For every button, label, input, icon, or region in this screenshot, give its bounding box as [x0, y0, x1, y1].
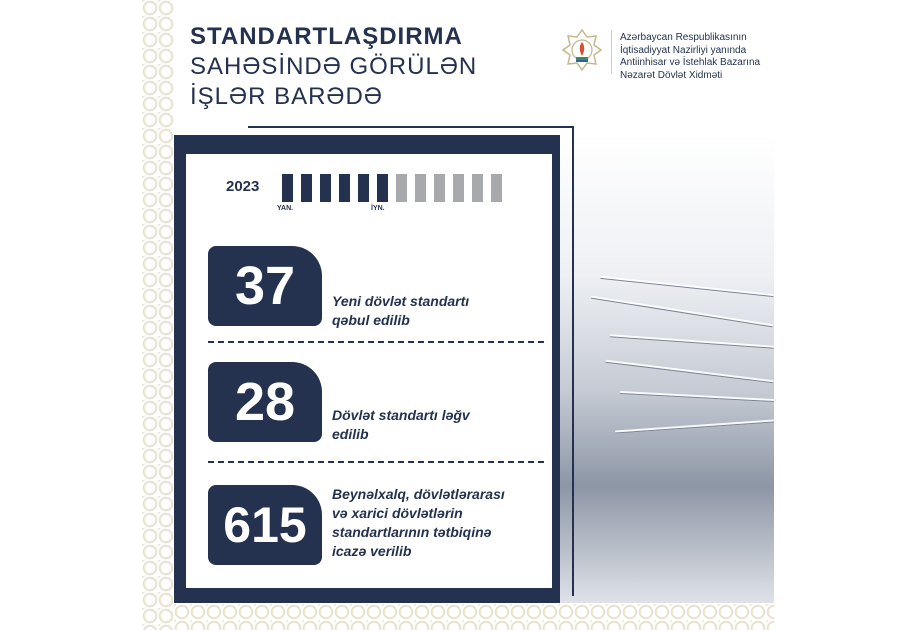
emblem-separator: [611, 30, 612, 74]
stat-value-box: [208, 362, 322, 442]
month-bar: [491, 174, 502, 202]
month-bar: [339, 174, 350, 202]
month-bar: [358, 174, 369, 202]
top-frame-line: [248, 126, 574, 128]
ornament-border-left: [142, 0, 174, 630]
organization-line-2: İqtisadiyyat Nazirliyi yanında: [620, 44, 747, 56]
stat-value: 37: [234, 256, 296, 316]
organization-name: [620, 32, 760, 82]
month-bar: [453, 174, 464, 202]
stat-divider: [208, 461, 544, 463]
month-bar: [301, 174, 312, 202]
title-line-1: STANDARTLAŞDIRMA: [190, 23, 463, 50]
stat-description-line: icazə verilib: [332, 543, 412, 559]
stat-description: [332, 292, 469, 330]
month-bar: [396, 174, 407, 202]
month-bar: [377, 174, 388, 202]
stat-value-box: [208, 246, 322, 326]
stat-description: [332, 485, 505, 561]
title-line-3: İŞLƏR BARƏDƏ: [190, 83, 383, 110]
organization-line-1: Azərbaycan Respublikasının: [620, 32, 747, 43]
organization-line-3: Antiinhisar və İstehlak Bazarına: [620, 57, 761, 68]
stat-value-box: [208, 485, 322, 565]
timeline-year: 2023: [226, 178, 260, 195]
organization-line-4: Nəzarət Dövlət Xidməti: [620, 69, 723, 81]
stat-divider: [208, 341, 544, 343]
stat-description-line: və xarici dövlətlərin: [332, 505, 463, 521]
ornament-border-bottom: [174, 604, 774, 630]
paper-stack-photo: [560, 135, 774, 603]
page-title: [190, 22, 477, 112]
month-bar: [472, 174, 483, 202]
stat-description-line: standartlarının tətbiqinə: [332, 524, 492, 540]
stat-value: 615: [223, 497, 307, 553]
month-bar: [434, 174, 445, 202]
month-bar: [415, 174, 426, 202]
side-frame-line: [572, 126, 574, 596]
title-line-2: SAHƏSİNDƏ GÖRÜLƏN: [190, 53, 478, 80]
stat-description-line: Dövlət standartı ləğv: [332, 407, 470, 423]
timeline-start-label: YAN.: [277, 205, 294, 212]
stat-description-line: Beynəlxalq, dövlətlərarası: [332, 486, 505, 502]
month-bar: [320, 174, 331, 202]
state-emblem-icon: [562, 28, 602, 72]
stat-description-line: Yeni dövlət standartı: [332, 293, 470, 309]
month-bar: [282, 174, 293, 202]
stat-value: 28: [234, 372, 296, 432]
stat-description: [332, 406, 470, 444]
stat-description-line: qəbul edilib: [332, 312, 410, 328]
timeline-end-label: İYN.: [371, 205, 385, 212]
stat-description-line: edilib: [332, 426, 369, 442]
